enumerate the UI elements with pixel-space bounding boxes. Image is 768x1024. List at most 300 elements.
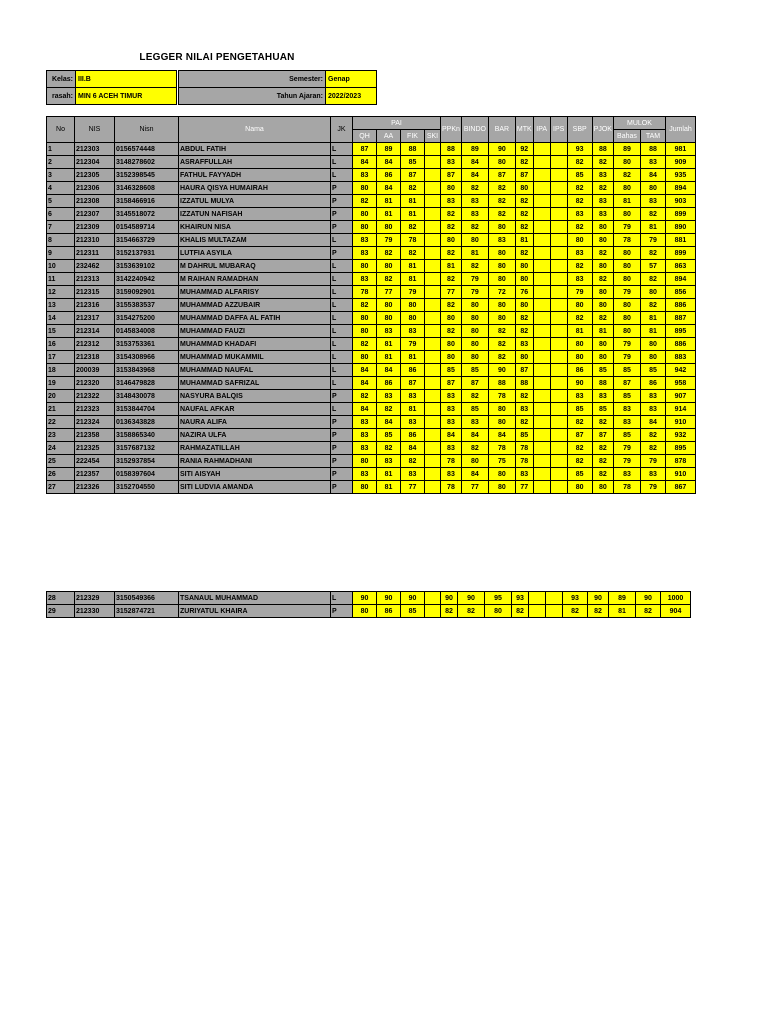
cell-aa[interactable]: 90 — [377, 592, 401, 605]
cell-ski[interactable] — [425, 286, 441, 299]
cell-nama[interactable]: ASRAFFULLAH — [179, 156, 331, 169]
cell-nama[interactable]: NAURA ALIFA — [179, 416, 331, 429]
cell-nis[interactable]: 232462 — [75, 260, 115, 273]
tahun-value[interactable]: 2022/2023 — [326, 88, 377, 105]
cell-nama[interactable]: M RAIHAN RAMADHAN — [179, 273, 331, 286]
cell-ipa[interactable] — [533, 143, 550, 156]
cell-fik[interactable]: 83 — [401, 325, 425, 338]
cell-jumlah[interactable]: 899 — [665, 208, 695, 221]
cell-qh[interactable]: 84 — [353, 377, 377, 390]
cell-fik[interactable]: 77 — [401, 481, 425, 494]
cell-jumlah[interactable]: 932 — [665, 429, 695, 442]
cell-jk[interactable]: L — [331, 325, 353, 338]
cell-ips[interactable] — [550, 143, 567, 156]
cell-ppkn[interactable]: 83 — [441, 468, 462, 481]
cell-ips[interactable] — [550, 182, 567, 195]
cell-fik[interactable]: 81 — [401, 403, 425, 416]
cell-ppkn[interactable]: 78 — [441, 481, 462, 494]
cell-aa[interactable]: 81 — [377, 481, 401, 494]
cell-sbp[interactable]: 82 — [567, 182, 592, 195]
cell-aa[interactable]: 81 — [377, 208, 401, 221]
cell-sbp[interactable]: 79 — [567, 286, 592, 299]
cell-jk[interactable]: L — [331, 364, 353, 377]
cell-sbp[interactable]: 82 — [567, 455, 592, 468]
cell-ipa[interactable] — [533, 195, 550, 208]
cell-mtk[interactable]: 80 — [515, 299, 533, 312]
cell-aa[interactable]: 81 — [377, 338, 401, 351]
cell-aa[interactable]: 85 — [377, 429, 401, 442]
cell-jumlah[interactable]: 886 — [665, 338, 695, 351]
cell-jk[interactable]: L — [331, 156, 353, 169]
cell-ppkn[interactable]: 82 — [441, 247, 462, 260]
cell-bar[interactable]: 82 — [488, 182, 515, 195]
cell-sbp[interactable]: 82 — [567, 442, 592, 455]
cell-ppkn[interactable]: 87 — [441, 377, 462, 390]
cell-jumlah[interactable]: 1000 — [661, 592, 691, 605]
cell-nis[interactable]: 212330 — [75, 605, 115, 618]
cell-mtk[interactable]: 82 — [512, 605, 529, 618]
cell-nisn[interactable]: 3153639102 — [115, 260, 179, 273]
cell-bahas[interactable]: 80 — [613, 260, 640, 273]
cell-ppkn[interactable]: 80 — [441, 351, 462, 364]
cell-nama[interactable]: ABDUL FATIH — [179, 143, 331, 156]
cell-ppkn[interactable]: 87 — [441, 169, 462, 182]
cell-bindo[interactable]: 85 — [461, 364, 488, 377]
cell-ski[interactable] — [425, 377, 441, 390]
cell-mtk[interactable]: 85 — [515, 429, 533, 442]
cell-pjok[interactable]: 88 — [592, 143, 613, 156]
cell-bar[interactable]: 90 — [488, 364, 515, 377]
cell-nama[interactable]: NASYURA BALQIS — [179, 390, 331, 403]
cell-bahas[interactable]: 85 — [613, 390, 640, 403]
cell-jk[interactable]: L — [331, 351, 353, 364]
cell-mtk[interactable]: 81 — [515, 234, 533, 247]
cell-nis[interactable]: 212317 — [75, 312, 115, 325]
cell-pjok[interactable]: 82 — [592, 416, 613, 429]
cell-jk[interactable]: P — [331, 182, 353, 195]
semester-value[interactable]: Genap — [326, 71, 377, 88]
cell-fik[interactable]: 79 — [401, 286, 425, 299]
cell-ips[interactable] — [550, 429, 567, 442]
cell-nisn[interactable]: 3159092901 — [115, 286, 179, 299]
cell-tam[interactable]: 83 — [640, 468, 665, 481]
cell-bahas[interactable]: 80 — [613, 273, 640, 286]
cell-qh[interactable]: 78 — [353, 286, 377, 299]
cell-bindo[interactable]: 81 — [461, 247, 488, 260]
cell-nis[interactable]: 212307 — [75, 208, 115, 221]
cell-nama[interactable]: MUHAMMAD ALFARISY — [179, 286, 331, 299]
cell-bahas[interactable]: 79 — [613, 455, 640, 468]
cell-qh[interactable]: 80 — [353, 260, 377, 273]
cell-no[interactable]: 21 — [47, 403, 75, 416]
cell-bindo[interactable]: 80 — [461, 351, 488, 364]
cell-ipa[interactable] — [529, 592, 546, 605]
cell-bar[interactable]: 82 — [488, 208, 515, 221]
cell-nisn[interactable]: 3142240942 — [115, 273, 179, 286]
cell-no[interactable]: 14 — [47, 312, 75, 325]
cell-tam[interactable]: 86 — [640, 377, 665, 390]
cell-qh[interactable]: 83 — [353, 247, 377, 260]
cell-ipa[interactable] — [533, 169, 550, 182]
cell-tam[interactable]: 83 — [640, 403, 665, 416]
cell-fik[interactable]: 81 — [401, 351, 425, 364]
cell-bindo[interactable]: 80 — [461, 299, 488, 312]
cell-qh[interactable]: 80 — [353, 312, 377, 325]
cell-bahas[interactable]: 85 — [613, 429, 640, 442]
cell-nis[interactable]: 200039 — [75, 364, 115, 377]
cell-bar[interactable]: 80 — [488, 273, 515, 286]
cell-no[interactable]: 3 — [47, 169, 75, 182]
cell-bindo[interactable]: 84 — [461, 169, 488, 182]
cell-bindo[interactable]: 87 — [461, 377, 488, 390]
cell-ips[interactable] — [550, 416, 567, 429]
cell-mtk[interactable]: 82 — [515, 247, 533, 260]
cell-sbp[interactable]: 80 — [567, 351, 592, 364]
cell-aa[interactable]: 80 — [377, 312, 401, 325]
cell-aa[interactable]: 86 — [377, 377, 401, 390]
cell-nisn[interactable]: 3157687132 — [115, 442, 179, 455]
cell-bahas[interactable]: 80 — [613, 247, 640, 260]
cell-mtk[interactable]: 82 — [515, 156, 533, 169]
cell-ipa[interactable] — [533, 325, 550, 338]
cell-ppkn[interactable]: 82 — [441, 299, 462, 312]
cell-fik[interactable]: 84 — [401, 442, 425, 455]
cell-sbp[interactable]: 81 — [567, 325, 592, 338]
cell-mtk[interactable]: 82 — [515, 195, 533, 208]
cell-nis[interactable]: 212325 — [75, 442, 115, 455]
cell-tam[interactable]: 82 — [640, 273, 665, 286]
cell-no[interactable]: 5 — [47, 195, 75, 208]
cell-mtk[interactable]: 82 — [515, 416, 533, 429]
cell-bindo[interactable]: 82 — [458, 605, 485, 618]
cell-ski[interactable] — [425, 364, 441, 377]
cell-jumlah[interactable]: 863 — [665, 260, 695, 273]
cell-ipa[interactable] — [533, 234, 550, 247]
cell-jk[interactable]: P — [331, 390, 353, 403]
cell-ppkn[interactable]: 77 — [441, 286, 462, 299]
cell-ski[interactable] — [425, 234, 441, 247]
cell-pjok[interactable]: 82 — [588, 605, 609, 618]
cell-sbp[interactable]: 82 — [567, 260, 592, 273]
cell-qh[interactable]: 80 — [353, 455, 377, 468]
cell-jumlah[interactable]: 856 — [665, 286, 695, 299]
cell-bar[interactable]: 80 — [488, 416, 515, 429]
cell-nama[interactable]: MUHAMMAD KHADAFI — [179, 338, 331, 351]
cell-nis[interactable]: 212357 — [75, 468, 115, 481]
cell-qh[interactable]: 80 — [353, 221, 377, 234]
cell-ski[interactable] — [425, 169, 441, 182]
cell-ipa[interactable] — [533, 481, 550, 494]
cell-no[interactable]: 26 — [47, 468, 75, 481]
cell-qh[interactable]: 83 — [353, 442, 377, 455]
cell-jk[interactable]: L — [331, 592, 353, 605]
cell-bar[interactable]: 75 — [488, 455, 515, 468]
cell-aa[interactable]: 84 — [377, 182, 401, 195]
cell-jk[interactable]: L — [331, 169, 353, 182]
cell-aa[interactable]: 86 — [377, 169, 401, 182]
cell-nis[interactable]: 212311 — [75, 247, 115, 260]
cell-bindo[interactable]: 82 — [461, 260, 488, 273]
cell-qh[interactable]: 87 — [353, 143, 377, 156]
cell-jk[interactable]: L — [331, 234, 353, 247]
cell-bahas[interactable]: 81 — [609, 605, 636, 618]
cell-ips[interactable] — [550, 208, 567, 221]
cell-ipa[interactable] — [533, 455, 550, 468]
cell-ski[interactable] — [425, 195, 441, 208]
cell-bar[interactable]: 80 — [488, 247, 515, 260]
cell-nama[interactable]: IZZATUL MULYA — [179, 195, 331, 208]
cell-no[interactable]: 6 — [47, 208, 75, 221]
cell-bindo[interactable]: 84 — [461, 468, 488, 481]
cell-jumlah[interactable]: 883 — [665, 351, 695, 364]
cell-ppkn[interactable]: 90 — [441, 592, 458, 605]
cell-ipa[interactable] — [533, 299, 550, 312]
cell-ski[interactable] — [425, 416, 441, 429]
cell-ppkn[interactable]: 80 — [441, 338, 462, 351]
cell-pjok[interactable]: 80 — [592, 286, 613, 299]
cell-bahas[interactable]: 80 — [613, 208, 640, 221]
cell-nama[interactable]: NAUFAL AFKAR — [179, 403, 331, 416]
cell-no[interactable]: 27 — [47, 481, 75, 494]
cell-ips[interactable] — [550, 325, 567, 338]
cell-bindo[interactable]: 83 — [461, 208, 488, 221]
cell-aa[interactable]: 82 — [377, 247, 401, 260]
cell-bahas[interactable]: 89 — [609, 592, 636, 605]
cell-no[interactable]: 20 — [47, 390, 75, 403]
madrasah-value[interactable]: MIN 6 ACEH TIMUR — [76, 88, 177, 105]
cell-nis[interactable]: 212324 — [75, 416, 115, 429]
cell-jk[interactable]: P — [331, 468, 353, 481]
cell-no[interactable]: 15 — [47, 325, 75, 338]
cell-ski[interactable] — [425, 390, 441, 403]
cell-qh[interactable]: 83 — [353, 429, 377, 442]
cell-no[interactable]: 9 — [47, 247, 75, 260]
cell-no[interactable]: 19 — [47, 377, 75, 390]
cell-no[interactable]: 1 — [47, 143, 75, 156]
cell-nis[interactable]: 212305 — [75, 169, 115, 182]
cell-bar[interactable]: 87 — [488, 169, 515, 182]
cell-nama[interactable]: MUHAMMAD FAUZI — [179, 325, 331, 338]
cell-ski[interactable] — [425, 481, 441, 494]
cell-mtk[interactable]: 82 — [515, 221, 533, 234]
cell-sbp[interactable]: 82 — [567, 416, 592, 429]
cell-nis[interactable]: 212308 — [75, 195, 115, 208]
cell-qh[interactable]: 80 — [353, 481, 377, 494]
cell-ipa[interactable] — [529, 605, 546, 618]
cell-tam[interactable]: 85 — [640, 364, 665, 377]
cell-sbp[interactable]: 83 — [567, 390, 592, 403]
cell-jk[interactable]: P — [331, 455, 353, 468]
cell-bahas[interactable]: 85 — [613, 364, 640, 377]
cell-bindo[interactable]: 83 — [461, 195, 488, 208]
cell-ski[interactable] — [425, 299, 441, 312]
cell-jumlah[interactable]: 903 — [665, 195, 695, 208]
cell-bahas[interactable]: 80 — [613, 325, 640, 338]
cell-tam[interactable]: 82 — [640, 208, 665, 221]
cell-ppkn[interactable]: 83 — [441, 416, 462, 429]
cell-nisn[interactable]: 3152398545 — [115, 169, 179, 182]
cell-ipa[interactable] — [533, 260, 550, 273]
cell-tam[interactable]: 82 — [640, 247, 665, 260]
cell-jk[interactable]: P — [331, 429, 353, 442]
cell-ppkn[interactable]: 81 — [441, 260, 462, 273]
cell-bar[interactable]: 84 — [488, 429, 515, 442]
cell-ppkn[interactable]: 82 — [441, 325, 462, 338]
cell-tam[interactable]: 81 — [640, 325, 665, 338]
cell-nis[interactable]: 212314 — [75, 325, 115, 338]
cell-ips[interactable] — [550, 286, 567, 299]
cell-bahas[interactable]: 81 — [613, 195, 640, 208]
cell-jk[interactable]: L — [331, 312, 353, 325]
cell-fik[interactable]: 83 — [401, 390, 425, 403]
cell-aa[interactable]: 84 — [377, 156, 401, 169]
cell-fik[interactable]: 80 — [401, 299, 425, 312]
cell-pjok[interactable]: 83 — [592, 195, 613, 208]
cell-bar[interactable]: 78 — [488, 390, 515, 403]
cell-jumlah[interactable]: 942 — [665, 364, 695, 377]
cell-ipa[interactable] — [533, 390, 550, 403]
cell-bar[interactable]: 82 — [488, 351, 515, 364]
cell-bar[interactable]: 80 — [488, 260, 515, 273]
cell-nisn[interactable]: 3158466916 — [115, 195, 179, 208]
cell-bahas[interactable]: 80 — [613, 299, 640, 312]
cell-ipa[interactable] — [533, 377, 550, 390]
cell-aa[interactable]: 81 — [377, 468, 401, 481]
cell-bindo[interactable]: 90 — [458, 592, 485, 605]
cell-fik[interactable]: 81 — [401, 273, 425, 286]
cell-sbp[interactable]: 83 — [567, 273, 592, 286]
cell-bar[interactable]: 80 — [488, 312, 515, 325]
cell-jumlah[interactable]: 895 — [665, 442, 695, 455]
cell-fik[interactable]: 88 — [401, 143, 425, 156]
cell-nama[interactable]: MUHAMMAD NAUFAL — [179, 364, 331, 377]
cell-nama[interactable]: RAHMAZATILLAH — [179, 442, 331, 455]
cell-tam[interactable]: 82 — [640, 429, 665, 442]
cell-aa[interactable]: 81 — [377, 195, 401, 208]
cell-bindo[interactable]: 82 — [461, 221, 488, 234]
cell-nisn[interactable]: 0154589714 — [115, 221, 179, 234]
cell-no[interactable]: 10 — [47, 260, 75, 273]
cell-pjok[interactable]: 87 — [592, 429, 613, 442]
cell-pjok[interactable]: 85 — [592, 364, 613, 377]
cell-ski[interactable] — [425, 182, 441, 195]
cell-ips[interactable] — [550, 481, 567, 494]
cell-ski[interactable] — [425, 221, 441, 234]
cell-sbp[interactable]: 82 — [567, 156, 592, 169]
cell-no[interactable]: 12 — [47, 286, 75, 299]
cell-ski[interactable] — [425, 325, 441, 338]
cell-bindo[interactable]: 80 — [461, 338, 488, 351]
cell-ips[interactable] — [550, 247, 567, 260]
cell-qh[interactable]: 84 — [353, 364, 377, 377]
cell-ppkn[interactable]: 84 — [441, 429, 462, 442]
cell-aa[interactable]: 81 — [377, 351, 401, 364]
cell-no[interactable]: 23 — [47, 429, 75, 442]
cell-nama[interactable]: MUHAMMAD SAFRIZAL — [179, 377, 331, 390]
cell-jumlah[interactable]: 910 — [665, 416, 695, 429]
cell-ipa[interactable] — [533, 247, 550, 260]
cell-jk[interactable]: L — [331, 338, 353, 351]
cell-mtk[interactable]: 80 — [515, 182, 533, 195]
cell-jumlah[interactable]: 890 — [665, 221, 695, 234]
cell-nisn[interactable]: 3153753361 — [115, 338, 179, 351]
cell-bindo[interactable]: 80 — [461, 455, 488, 468]
cell-bahas[interactable]: 79 — [613, 338, 640, 351]
cell-jk[interactable]: P — [331, 442, 353, 455]
cell-bahas[interactable]: 80 — [613, 312, 640, 325]
cell-bahas[interactable]: 87 — [613, 377, 640, 390]
cell-bindo[interactable]: 79 — [461, 273, 488, 286]
cell-no[interactable]: 11 — [47, 273, 75, 286]
cell-nama[interactable]: LUTFIA ASYILA — [179, 247, 331, 260]
cell-bindo[interactable]: 84 — [461, 156, 488, 169]
cell-bindo[interactable]: 89 — [461, 143, 488, 156]
cell-no[interactable]: 24 — [47, 442, 75, 455]
cell-mtk[interactable]: 76 — [515, 286, 533, 299]
cell-mtk[interactable]: 82 — [515, 390, 533, 403]
cell-nis[interactable]: 212358 — [75, 429, 115, 442]
cell-nama[interactable]: HAURA QISYA HUMAIRAH — [179, 182, 331, 195]
cell-nisn[interactable]: 3152137931 — [115, 247, 179, 260]
cell-fik[interactable]: 82 — [401, 221, 425, 234]
cell-bar[interactable]: 83 — [488, 234, 515, 247]
cell-mtk[interactable]: 80 — [515, 351, 533, 364]
cell-nisn[interactable]: 3154308966 — [115, 351, 179, 364]
cell-nama[interactable]: MUHAMMAD DAFFA AL FATIH — [179, 312, 331, 325]
cell-nisn[interactable]: 3152874721 — [115, 605, 179, 618]
cell-mtk[interactable]: 78 — [515, 442, 533, 455]
cell-nisn[interactable]: 0158397604 — [115, 468, 179, 481]
cell-no[interactable]: 28 — [47, 592, 75, 605]
cell-qh[interactable]: 83 — [353, 169, 377, 182]
cell-ips[interactable] — [550, 455, 567, 468]
cell-ppkn[interactable]: 82 — [441, 208, 462, 221]
cell-tam[interactable]: 80 — [640, 182, 665, 195]
cell-tam[interactable]: 81 — [640, 312, 665, 325]
cell-ski[interactable] — [425, 338, 441, 351]
cell-nis[interactable]: 212303 — [75, 143, 115, 156]
cell-ips[interactable] — [550, 221, 567, 234]
cell-nama[interactable]: NAZIRA ULFA — [179, 429, 331, 442]
cell-jumlah[interactable]: 881 — [665, 234, 695, 247]
cell-ipa[interactable] — [533, 338, 550, 351]
cell-pjok[interactable]: 90 — [588, 592, 609, 605]
cell-ipa[interactable] — [533, 403, 550, 416]
cell-aa[interactable]: 80 — [377, 260, 401, 273]
cell-tam[interactable]: 90 — [636, 592, 661, 605]
cell-jumlah[interactable]: 878 — [665, 455, 695, 468]
cell-nisn[interactable]: 0156574448 — [115, 143, 179, 156]
cell-tam[interactable]: 82 — [636, 605, 661, 618]
cell-nisn[interactable]: 3158865340 — [115, 429, 179, 442]
cell-ips[interactable] — [550, 377, 567, 390]
cell-ipa[interactable] — [533, 429, 550, 442]
cell-sbp[interactable]: 85 — [567, 169, 592, 182]
cell-aa[interactable]: 83 — [377, 390, 401, 403]
cell-ipa[interactable] — [533, 468, 550, 481]
cell-nisn[interactable]: 3152704550 — [115, 481, 179, 494]
cell-bindo[interactable]: 82 — [461, 390, 488, 403]
cell-qh[interactable]: 82 — [353, 390, 377, 403]
cell-ips[interactable] — [546, 592, 563, 605]
cell-nama[interactable]: SITI LUDVIA AMANDA — [179, 481, 331, 494]
cell-mtk[interactable]: 87 — [515, 169, 533, 182]
cell-sbp[interactable]: 82 — [567, 195, 592, 208]
cell-nama[interactable]: FATHUL FAYYADH — [179, 169, 331, 182]
cell-bar[interactable]: 88 — [488, 377, 515, 390]
cell-jk[interactable]: L — [331, 260, 353, 273]
cell-nisn[interactable]: 3152937854 — [115, 455, 179, 468]
